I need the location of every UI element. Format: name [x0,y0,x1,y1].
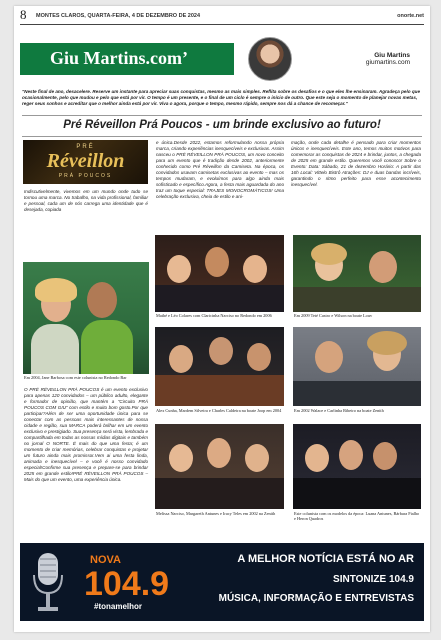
article-col3-top: mação, onde cada detalhe é pensado para criar momentos únicos e inesquecíveis. Este ano, temos muitos motivos para comemorar as conquistas de 2024 e brindar, juntos, a chegada de 2025 em grande estilo. Queremos você conosco! Sobre o Evento: Data: Sábado, 21 de dezembro Horário: A partir das 16h Local: Vittelo Bistrô Atrações: DJ e duas bandas incríveis, garantindo o ritmo perfeito para esse acontecimento inesquecível. [291,140,421,187]
caption-photo-1: Em 2004, Jane Barbosa com este colunista no Redondo Bar [24,375,127,380]
photo-2004-joop [155,327,284,406]
caption-photo-3: Em 2009 Teté Castro e Wilson na boate Louv [294,313,373,318]
divider [22,115,422,116]
photo-2002-zenith-2 [155,424,284,509]
caption-photo-6: Melissa Narciso, Margareth Antunes e Iracy Teles em 2002 na Zenith [156,511,276,516]
column-title: Giu Martins.com’ [50,48,188,68]
microphone-icon [26,549,70,615]
ad-tune-in: SINTONIZE 104.9 [333,574,414,585]
radio-ad[interactable] [20,543,424,621]
photo-2009-louv [293,235,421,312]
page-header [20,7,424,25]
radio-brand: NOVA [90,554,121,566]
radio-hashtag: #tonamelhor [94,602,143,611]
newspaper-page [14,6,430,632]
author-name: Giu Martins [374,52,410,59]
author-block [366,52,410,66]
divider [22,136,422,137]
radio-frequency: 104.9 [84,565,170,603]
article-col2-top: e única.Desde 2022, estamos reformulando nossa própria marca, criando experiências inesquecíveis e exclusivas. Assim nasceu o PRÉ RÉVEILLON PRÁ POUCOS, um novo conceito para um evento que é tradição desde 2002, anteriormente conhecido como Pré Réveillon da Camiseta. Na época, os convidados usavam camisetas exclusivas ao evento – mas os tempos mudaram, e evoluímos para algo ainda mais sofisticado e específico.Agora, a festa mais aguardada do ano traz um toque especial: TRAJES MONOCROMÁTICOS! Uma celebração exclusiva, cheia de estilo e ani- [156,140,284,199]
article-col1-top: Indiscutivelmente, vivemos em um mundo onde tudo se tornou uma marca. No trabalho, na vida profissional, familiar e pessoal, cada um de nós carrega uma identidade que é desejada, copiada [24,189,148,212]
photo-modelos [293,424,421,509]
photo-2004-redondo [23,262,149,374]
ad-headline: A MELHOR NOTÍCIA ESTÁ NO AR [237,553,414,565]
radio-logo [80,549,190,615]
photo-2006-redondo [155,235,284,312]
caption-photo-5: Em 2002 Walace e Carlinha Ribeiro na boate Zenith [294,408,384,413]
caption-photo-2: Mathé e Léo Colares com Claricinha Narciso no Redondo em 2006 [156,313,272,318]
event-logo [23,140,148,184]
photo-2002-zenith-1 [293,327,421,406]
article-col1-bottom: O PRÉ RÉVEILLON PRÁ POUCOS é um evento exclusivo para apenas 120 convidados – um público adulto, elegante e formador de opinião, que mantém a "Circuito PRÁ POUCOS COM GIU" com estilo e muito bom gosto.Por que participar?Além de ser uma oportunidade única para se conectar com as pessoas mais interessantes de nossa cidade e região, sua MARCA poderá brilhar em um evento exclusivo e prestigiado. Sua presença será vista, lembrada e compartilhada em todas as nossas mídias digitais e também no jornal O NORTE. É mais do que uma festa; é um momento de criar memórias, celebrar conquistas e projetar um futuro ainda mais promissor.Vem ai uma festa linda, animada e inesquecível – e você é nosso convidado especial!Confirme sua presença e prepare-se para brindar 2025 em grande estilo!PRÉ RÉVEILLON PRÁ POUCOS – Mais do que um evento, uma experiência única. [24,387,148,482]
page-number: 8 [20,7,27,22]
column-banner [20,43,424,75]
event-logo-sub: PRÁ POUCOS [58,173,113,179]
event-logo-main: Réveillon [46,150,125,172]
author-site[interactable]: giumartins.com [365,59,410,66]
intro-quote: "Neste final de ano, desacelere. Reserve um instante para apreciar suas conquistas, mesmo as mais simples. Reflita sobre os desafios e o que eles lhe ensinaram. Agradeça pelo que ocasionalmente, pelo que mudou e pelo que está por vir. O tempo é um presente, e o final de um ciclo é sempre o início de outro. Que este seja o momento de planejar novas metas, reger seus sonhos e acreditar que o melhor ainda está por vir. Viva o agora, porque o tempo, mesmo rápido, sempre nos dá a chance de recomeçar." [22,89,420,106]
caption-photo-4: Alex Cunha, Mardem Silveira e Charles Caldeira na boate Joop em 2004 [156,408,282,413]
author-photo [248,37,292,81]
edition-date: MONTES CLAROS, QUARTA-FEIRA, 4 DE DEZEMBRO DE 2024 [36,13,200,19]
article-headline: Pré Réveillon Prá Poucos - um brinde exclusivo ao futuro! [63,119,381,131]
ad-tagline: MÚSICA, INFORMAÇÃO E ENTREVISTAS [218,593,414,604]
column-title-bar [20,43,234,75]
event-logo-top: PRÉ [76,144,95,150]
site-link[interactable]: onorte.net [397,13,424,19]
caption-photo-7: Este colunista com os modelos da época: Luana Antunes, Bárbara Fialho e Heron Quadros [294,511,420,522]
